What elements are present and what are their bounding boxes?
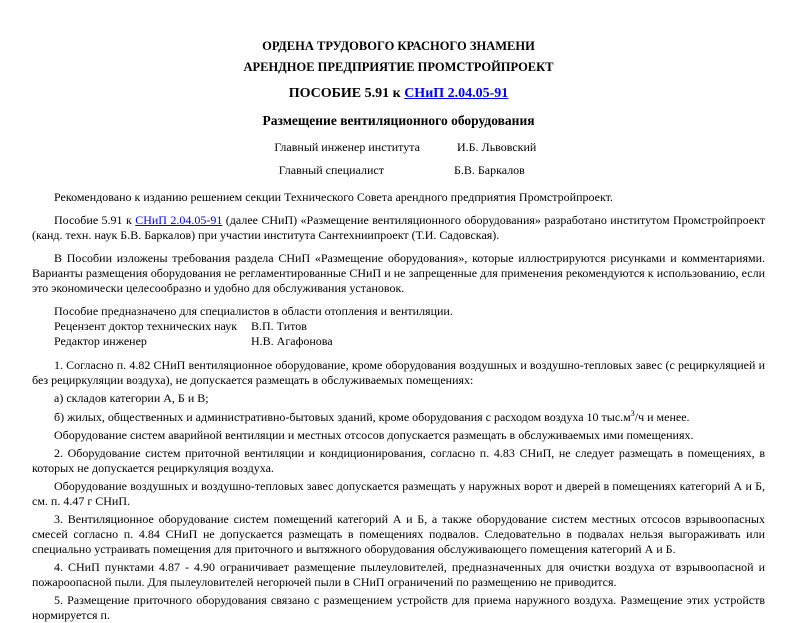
- editor-row: [32, 334, 765, 349]
- section-1-item-b: [32, 410, 765, 425]
- item-b-unit: /ч и менее.: [634, 410, 690, 424]
- document-title: [32, 86, 765, 101]
- document-page: [32, 38, 765, 623]
- signature-block: [32, 140, 765, 178]
- section-1-item-a: а) складов категории А, Б и В;: [54, 391, 209, 405]
- signature-role: Главный специалист: [278, 163, 384, 177]
- section-1-note: Оборудование систем аварийной вентиляции и местных отсосов допускается размещать в обслуживаемых ими помещениях.: [54, 428, 694, 442]
- section-2: 2. Оборудование систем приточной вентиляции и кондиционирования, согласно п. 4.83 СНиП, не следует размещать в помещениях, в которых не допускается рециркуляция воздуха.: [32, 446, 765, 475]
- section-1: 1. Согласно п. 4.82 СНиП вентиляционное оборудование, кроме оборудования воздушных и воздушно-тепловых завес (с рециркуляцией и без рециркуляции воздуха), не допускается размещать в обслуживаемых помещениях:: [32, 358, 765, 387]
- authors-paragraph: [32, 213, 765, 243]
- item-b-text: б) жилых, общественных и административно-бытовых зданий, кроме оборудования с расходом воздуха 10 тыс.м: [54, 410, 631, 424]
- signature-role: Главный инженер института: [274, 140, 420, 154]
- editor-role: Редактор инженер: [54, 334, 147, 348]
- section-3: 3. Вентиляционное оборудование систем помещений категорий А и Б, а также оборудование систем местных отсосов взрывоопасных смесей согласно п. 4.84 СНиП не допускается размещать в помещениях подвалов. Следовательно в подвалах нельзя выгораживать или специально устраивать помещения для приточного и вытяжного оборудования обслуживающего помещения категорий А и Б.: [32, 512, 765, 556]
- item-b-superscript: 3: [630, 409, 635, 418]
- reviewer-role: Рецензент доктор технических наук: [54, 319, 238, 333]
- authors-text-pre: Пособие 5.91 к: [54, 213, 136, 227]
- scope-paragraph: В Пособии изложены требования раздела СНиП «Размещение оборудования», которые иллюстрируются рисунками и комментариями. Варианты размещения оборудования не регламентированные СНиП и не запрещенные для применения рекомендуются к использованию, если это экономически целесообразно и удобно для обслуживания установок.: [32, 251, 765, 295]
- section-4: 4. СНиП пунктами 4.87 - 4.90 ограничивает размещение пылеуловителей, предназначенных для очистки воздуха от взрывоопасной и пожароопасной пыли. Для пылеуловителей негорючей пыли в СНиП ограничений по размещению не приводится.: [32, 560, 765, 589]
- intro-section: [32, 190, 765, 349]
- signature-row: [32, 140, 765, 155]
- reviewer-name: В.П. Титов: [251, 319, 307, 333]
- signature-name: Б.В. Баркалов: [454, 163, 525, 177]
- signature-row: [32, 163, 765, 178]
- section-5: 5. Размещение приточного оборудования связано с размещением устройств для приема наружного воздуха. Размещение этих устройств нормируется п.: [32, 593, 765, 622]
- signature-name: И.Б. Львовский: [457, 140, 537, 154]
- audience-paragraph: Пособие предназначено для специалистов в области отопления и вентиляции.: [54, 304, 453, 318]
- authors-text-post: (далее СНиП) «Размещение вентиляционного оборудования» разработано институтом Промстройпроект (канд. техн. наук Б.В. Баркалов) при участии института Сантехниипроект (Т.И. Садовская).: [32, 213, 765, 242]
- document-subtitle: Размещение вентиляционного оборудования: [262, 113, 535, 128]
- reviewer-row: [32, 319, 765, 334]
- recommended-paragraph: Рекомендовано к изданию решением секции Технического Совета арендного предприятия Промстройпроект.: [54, 190, 614, 204]
- org-line-2: АРЕНДНОЕ ПРЕДПРИЯТИЕ ПРОМСТРОЙПРОЕКТ: [243, 60, 554, 74]
- editor-name: Н.В. Агафонова: [251, 334, 333, 348]
- org-line-1: ОРДЕНА ТРУДОВОГО КРАСНОГО ЗНАМЕНИ: [262, 39, 535, 53]
- main-text: [32, 358, 765, 623]
- title-prefix: ПОСОБИЕ 5.91 к: [288, 86, 405, 101]
- title-snip-link[interactable]: СНиП 2.04.05-91: [404, 86, 509, 101]
- section-2-note: Оборудование воздушных и воздушно-тепловых завес допускается размещать у наружных ворот и дверей в помещениях категорий А и Б, см. п. 4.47 г СНиП.: [32, 479, 765, 508]
- snip-link[interactable]: СНиП 2.04.05-91: [135, 213, 223, 227]
